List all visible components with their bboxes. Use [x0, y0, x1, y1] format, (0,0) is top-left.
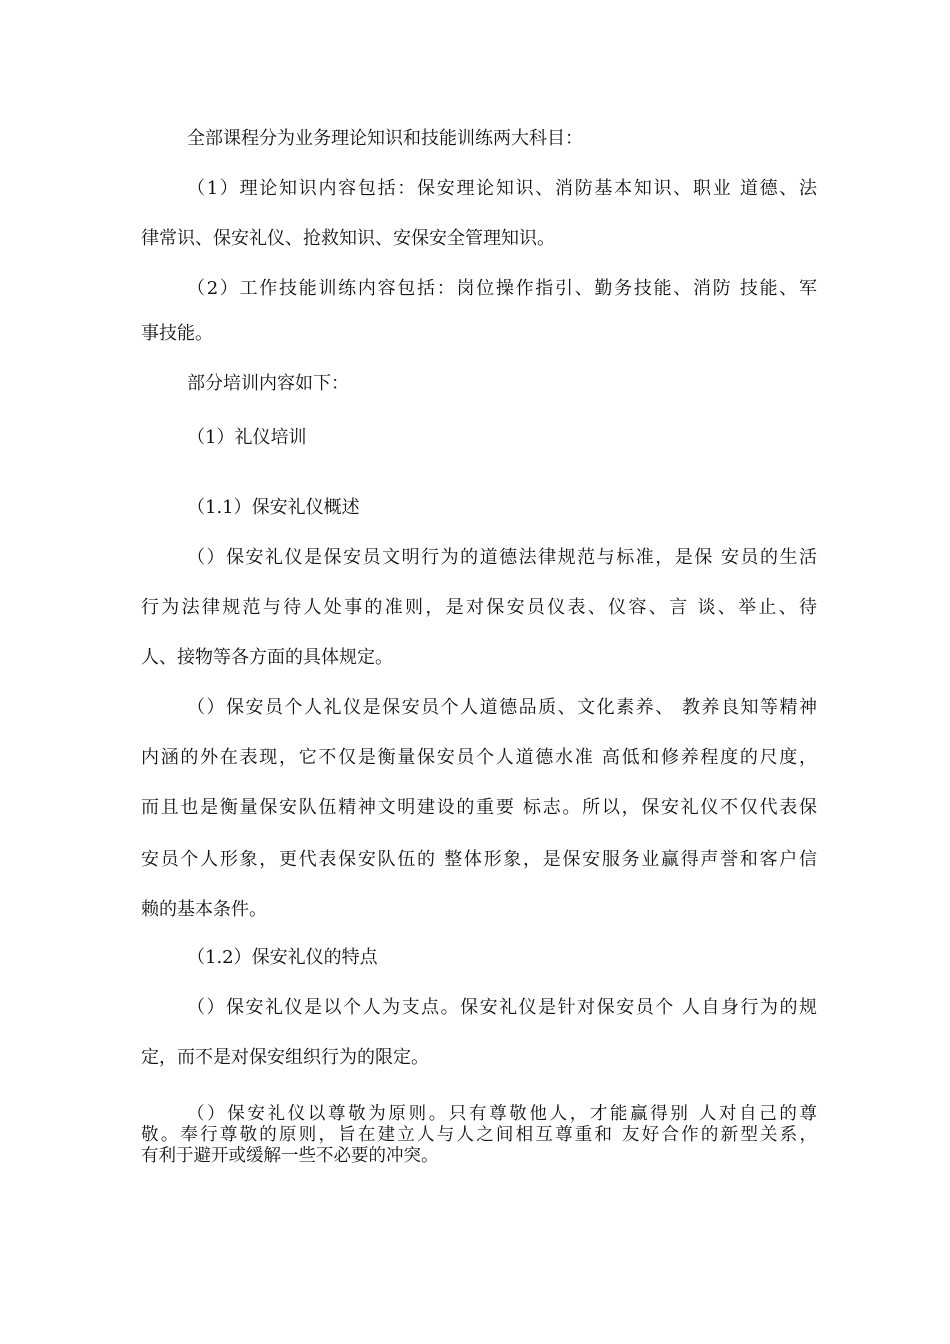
skills-content-line-2: 事技能。 — [141, 323, 213, 344]
overview-para1-line-2: 行为法律规范与待人处事的准则，是对保安员仪表、仪容、言 谈、举止、待 — [141, 597, 817, 618]
features-para1-line-1: （）保安礼仪是以个人为支点。保安礼仪是针对保安员个 人自身行为的规 — [187, 997, 817, 1018]
features-para1-line-2: 定，而不是对保安组织行为的限定。 — [141, 1047, 429, 1068]
skills-content-line-1: （2）工作技能训练内容包括：岗位操作指引、勤务技能、消防 技能、军 — [187, 278, 817, 299]
theory-content-line-2: 律常识、保安礼仪、抢救知识、安保安全管理知识。 — [141, 228, 555, 249]
overview-para2-line-2: 内涵的外在表现，它不仅是衡量保安员个人道德水准 高低和修养程度的尺度， — [141, 747, 817, 768]
training-intro: 部分培训内容如下： — [187, 373, 349, 394]
overview-para2-line-3: 而且也是衡量保安队伍精神文明建设的重要 标志。所以，保安礼仪不仅代表保 — [141, 797, 817, 818]
features-para2-line-3: 有利于避开或缓解一些不必要的冲突。 — [141, 1146, 439, 1166]
subsection-heading-features: （1.2）保安礼仪的特点 — [187, 947, 378, 968]
theory-content-line-1: （1）理论知识内容包括：保安理论知识、消防基本知识、职业 道德、法 — [187, 178, 817, 199]
overview-para1-line-3: 人、接物等各方面的具体规定。 — [141, 647, 393, 668]
features-para2-line-2: 敬。奉行尊敬的原则，旨在建立人与人之间相互尊重和 友好合作的新型关系， — [141, 1125, 817, 1145]
intro-paragraph: 全部课程分为业务理论知识和技能训练两大科目： — [187, 128, 583, 149]
overview-para2-line-4: 安员个人形象，更代表保安队伍的 整体形象，是保安服务业赢得声誉和客户信 — [141, 849, 817, 870]
subsection-heading-overview: （1.1）保安礼仪概述 — [187, 497, 360, 518]
features-para2-line-1: （）保安礼仪以尊敬为原则。只有尊敬他人，才能赢得别 人对自己的尊 — [187, 1104, 817, 1124]
overview-para1-line-1: （）保安礼仪是保安员文明行为的道德法律规范与标准，是保 安员的生活 — [187, 547, 817, 568]
overview-para2-line-5: 赖的基本条件。 — [141, 899, 267, 920]
overview-para2-line-1: （）保安员个人礼仪是保安员个人道德品质、文化素养、 教养良知等精神 — [187, 697, 817, 718]
section-heading-etiquette: （1）礼仪培训 — [187, 427, 307, 448]
